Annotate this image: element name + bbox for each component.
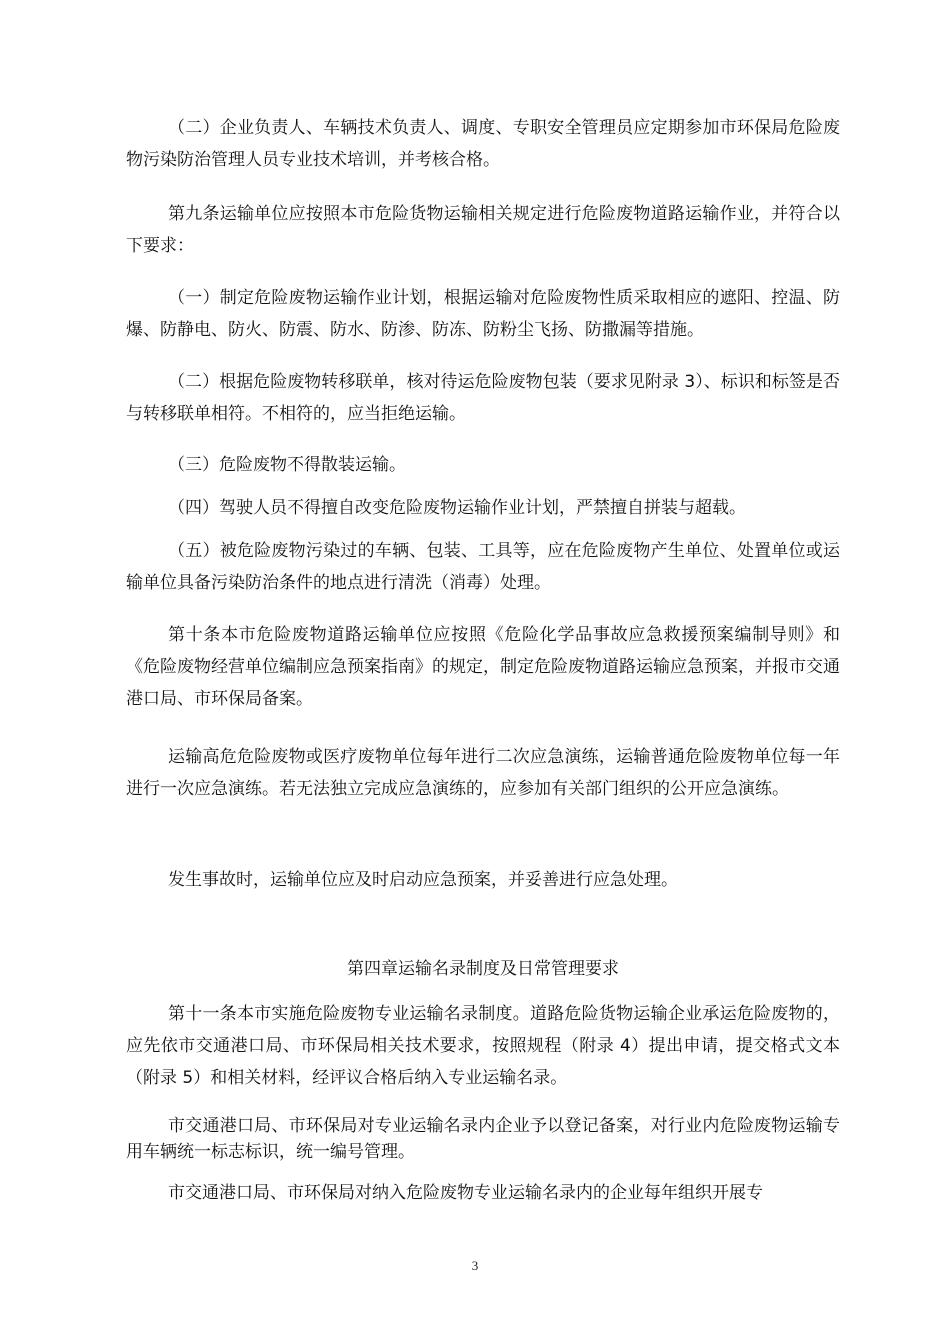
paragraph-item-2: （二）根据危险废物转移联单，核对待运危险废物包装（要求见附录 3）、标识和标签是否与转移联单相符。不相符的，应当拒绝运输。 — [126, 372, 840, 424]
paragraph-accident: 发生事故时，运输单位应及时启动应急预案，并妥善进行应急处理。 — [168, 870, 678, 890]
paragraph-item-1: （一）制定危险废物运输作业计划，根据运输对危险废物性质采取相应的遮阳、控温、防爆、防静电、防火、防震、防水、防渗、防冻、防粉尘飞扬、防撒漏等措施。 — [126, 288, 840, 340]
paragraph-article-10: 第十条本市危险废物道路运输单位应按照《危险化学品事故应急救援预案编制导则》和《危险废物经营单位编制应急预案指南》的规定，制定危险废物道路运输应急预案，并报市交通港口局、市环保局备案。 — [126, 625, 840, 709]
paragraph-drills: 运输高危危险废物或医疗废物单位每年进行二次应急演练，运输普通危险废物单位每一年进行一次应急演练。若无法独立完成应急演练的，应参加有关部门组织的公开应急演练。 — [126, 747, 840, 799]
paragraph-training: （二）企业负责人、车辆技术负责人、调度、专职安全管理员应定期参加市环保局危险废物污染防治管理人员专业技术培训，并考核合格。 — [126, 118, 840, 170]
paragraph-item-3: （三）危险废物不得散装运输。 — [168, 455, 406, 475]
chapter-heading: 第四章运输名录制度及日常管理要求 — [347, 959, 619, 979]
paragraph-article-11: 第十一条本市实施危险废物专业运输名录制度。道路危险货物运输企业承运危险废物的，应先依市交通港口局、市环保局相关技术要求，按照规程（附录 4）提出申请，提交格式文本（附录 5）和相关材料，经评议合格后纳入专业运输名录。 — [126, 1004, 840, 1088]
paragraph-registration: 市交通港口局、市环保局对专业运输名录内企业予以登记备案，对行业内危险废物运输专用车辆统一标志标识，统一编号管理。 — [126, 1116, 840, 1162]
paragraph-item-4: （四）驾驶人员不得擅自改变危险废物运输作业计划，严禁擅自拼装与超载。 — [168, 498, 746, 518]
paragraph-annual-review: 市交通港口局、市环保局对纳入危险废物专业运输名录内的企业每年组织开展专 — [168, 1183, 763, 1203]
page-number: 3 — [471, 1258, 479, 1273]
paragraph-item-5: （五）被危险废物污染过的车辆、包装、工具等，应在危险废物产生单位、处置单位或运输单位具备污染防治条件的地点进行清洗（消毒）处理。 — [126, 541, 840, 593]
paragraph-article-9: 第九条运输单位应按照本市危险货物运输相关规定进行危险废物道路运输作业，并符合以下要求： — [126, 204, 840, 256]
